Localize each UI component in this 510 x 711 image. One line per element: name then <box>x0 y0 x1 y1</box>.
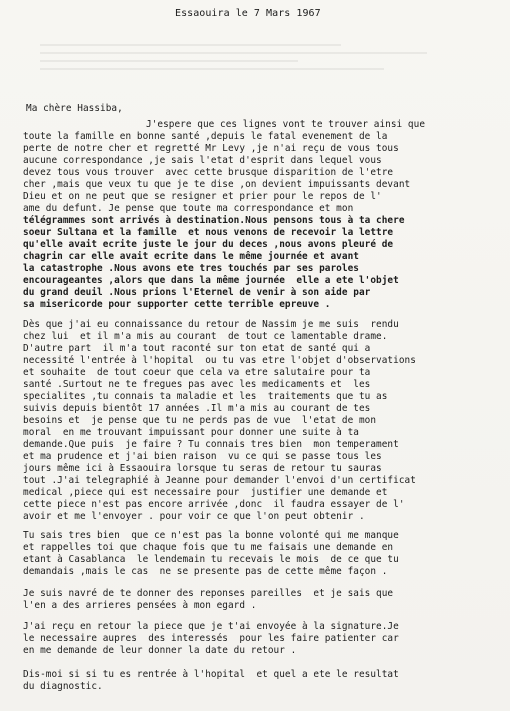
letter-line: demandais ,mais le cas ne se presente pas de cette même façon . <box>23 566 388 577</box>
letter-line: demande.Que puis je faire ? Tu connais tres bien mon temperament <box>23 439 399 450</box>
letter-line: devez tous vous trouver avec cette brusque disparition de l'etre <box>23 167 394 178</box>
bleed-through-text <box>40 38 470 88</box>
letter-line: chez lui et il m'a mis au courant de tout ce lamentable drame. <box>23 331 388 342</box>
letter-line: chagrin car elle avait ecrite dans le même journée et avant <box>23 251 359 262</box>
letter-line: ame du defunt. Je pense que toute ma correspondance et mon <box>23 203 354 214</box>
letter-line: perte de notre cher et regretté Mr Levy ,je n'ai reçu de vous tous <box>23 143 399 154</box>
letter-line: cher ,mais que veux tu que je te dise ,on devient impuissants devant <box>23 179 411 190</box>
letter-line: etant à Casablanca le lendemain tu recevais le mois de ce que tu <box>23 554 399 565</box>
letter-line: J'espere que ces lignes vont te trouver ainsi que <box>146 119 426 130</box>
letter-line: specialites ,tu connais ta maladie et les traitements que tu as <box>23 391 388 402</box>
letter-line: tout .J'ai telegraphié à Jeanne pour demander l'envoi d'un certificat <box>23 475 416 486</box>
letter-line: sa misericorde pour supporter cette terrible epreuve . <box>23 299 331 310</box>
letter-line: du grand deuil .Nous prions l'Eternel de venir à son aide par <box>23 287 371 298</box>
letter-line: cette piece n'est pas encore arrivée ,donc il faudra essayer de l' <box>23 499 405 510</box>
letter-line: avoir et me l'envoyer . pour voir ce que l'on peut obtenir . <box>23 511 365 522</box>
letter-line: Dès que j'ai eu connaissance du retour de Nassim je me suis rendu <box>23 319 399 330</box>
letter-line: J'ai reçu en retour la piece que je t'ai envoyée à la signature.Je <box>23 621 399 632</box>
letter-line: D'autre part il m'a tout raconté sur ton etat de santé qui a <box>23 343 371 354</box>
letter-line: en me demande de leur donner la date du retour . <box>23 645 297 656</box>
letter-line: toute la famille en bonne santé ,depuis le fatal evenement de la <box>23 131 388 142</box>
letter-line: Dieu et on ne peut que se resigner et prier pour le repos de l' <box>23 191 382 202</box>
letter-line: necessité l'entrée à l'hopital ou tu vas etre l'objet d'observations <box>23 355 416 366</box>
letter-line: l'en a des arrieres pensées à mon egard . <box>23 600 257 611</box>
letter-salutation: Ma chère Hassiba, <box>26 103 123 114</box>
letter-line: et souhaite de tout coeur que cela va etre salutaire pour ta <box>23 367 371 378</box>
letter-line: et rappelles toi que chaque fois que tu me faisais une demande en <box>23 542 394 553</box>
letter-line: soeur Sultana et la famille et nous venons de recevoir la lettre <box>23 227 394 238</box>
letter-line: le necessaire aupres des interessés pour les faire patienter car <box>23 633 399 644</box>
letter-line: Dis-moi si si tu es rentrée à l'hopital et quel a ete le resultat <box>23 669 399 680</box>
letter-line: qu'elle avait ecrite juste le jour du deces ,nous avons pleuré de <box>23 239 394 250</box>
letter-line: suivis depuis bientôt 17 années .Il m'a mis au courant de tes <box>23 403 371 414</box>
letter-line: moral en me trouvant impuissant pour donner une suite à ta <box>23 427 359 438</box>
letter-line: encourageantes ,alors que dans la même journée elle a ete l'objet <box>23 275 399 286</box>
letter-line: besoins et je pense que tu ne perds pas de vue l'etat de mon <box>23 415 377 426</box>
letter-line: la catastrophe .Nous avons ete tres touchés par ses paroles <box>23 263 359 274</box>
letter-line: Tu sais tres bien que ce n'est pas la bonne volonté qui me manque <box>23 530 399 541</box>
letter-line: du diagnostic. <box>23 681 103 692</box>
letter-line: Je suis navré de te donner des reponses pareilles et je sais que <box>23 588 394 599</box>
letter-line: télégrammes sont arrivés à destination.Nous pensons tous à ta chere <box>23 215 405 226</box>
letter-date: Essaouira le 7 Mars 1967 <box>175 8 321 19</box>
letter-line: santé .Surtout ne te fregues pas avec les medicaments et les <box>23 379 371 390</box>
letter-line: et ma prudence et j'ai bien raison vu ce qui se passe tous les <box>23 451 382 462</box>
letter-line: aucune correspondance ,je sais l'etat d'esprit dans lequel vous <box>23 155 382 166</box>
letter-line: medical ,piece qui est necessaire pour justifier une demande et <box>23 487 388 498</box>
letter-line: jours même ici à Essaouira lorsque tu seras de retour tu sauras <box>23 463 382 474</box>
